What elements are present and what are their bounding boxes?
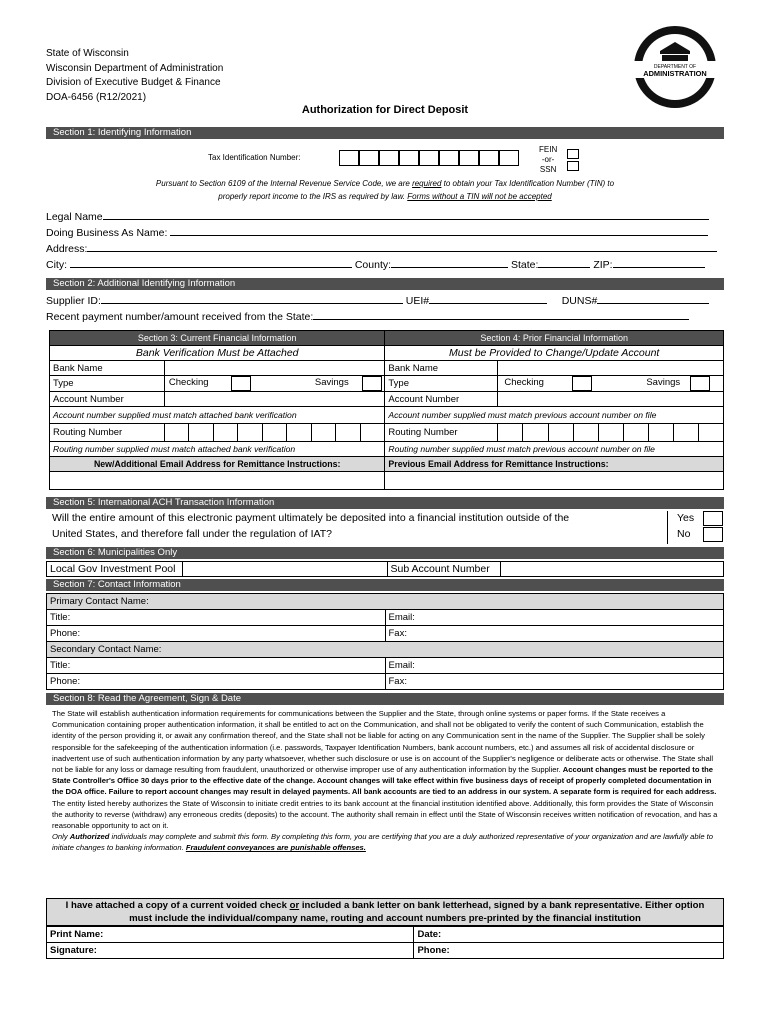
primary-fax-field[interactable]: [385, 626, 724, 642]
s4-email-field[interactable]: [385, 472, 724, 490]
iat-question-line-1: Will the entire amount of this electronic payment ultimately be deposited into a financial institution outside of the: [52, 512, 570, 524]
address-field[interactable]: [87, 242, 717, 252]
secondary-phone-label: Phone:: [50, 676, 81, 687]
s3-account-note: Account number supplied must match attached bank verification: [50, 407, 385, 424]
contact-table: [46, 593, 724, 690]
legal-name-field[interactable]: [103, 210, 709, 220]
lgip-label: Local Gov Investment Pool: [47, 562, 183, 577]
primary-fax-label: Fax:: [388, 628, 407, 639]
s4-routing-label: Routing Number: [385, 424, 498, 442]
secondary-title-field[interactable]: [47, 658, 386, 674]
account-change-notice: Account changes must be reported to the State Controller's Office 30 days prior to the effective date of the change. Account changes will take effect within five business days of receipt of properly completed documentation in the DOA office. Failure to report account changes may result in delayed payments. All bank accounts are tied to an address in our system. A separate form is required for each address.: [52, 765, 717, 797]
recent-payment-field[interactable]: [313, 310, 689, 320]
sub-account-field[interactable]: [501, 562, 724, 577]
signer-phone-label: Phone:: [417, 945, 450, 956]
certification-text: Only Authorized individuals may complete and submit this form. By completing this form, you are certifying that you are a duly authorized representative of your organization and are lawfully able to initiate changes to banking information. Fraudulent conveyances are punishable offenses.: [52, 832, 713, 853]
form-title: Authorization for Direct Deposit: [301, 104, 469, 116]
city-label: City:: [46, 259, 67, 271]
secondary-fax-field[interactable]: [385, 674, 724, 690]
s3-savings-label: Savings: [314, 377, 349, 388]
ssn-label: SSN: [539, 165, 557, 174]
s3-checking-label: Checking: [168, 377, 209, 388]
signature-table: [46, 926, 724, 959]
s4-bank-name-field[interactable]: [498, 361, 724, 376]
s4-routing-field[interactable]: [498, 424, 724, 442]
tin-notice-line-2: properly report income to the IRS as required by law. Forms without a TIN will not be accepted: [218, 192, 552, 201]
section-2-bar: Section 2: Additional Identifying Information: [46, 278, 724, 290]
supplier-id-label: Supplier ID:: [46, 295, 101, 307]
city-field[interactable]: [70, 258, 352, 268]
section-6-bar: Section 6: Municipalities Only: [46, 547, 724, 559]
doa-seal-logo: [632, 24, 718, 110]
or-label: -or-: [541, 155, 555, 164]
uei-field[interactable]: [429, 294, 547, 304]
tin-digit-box[interactable]: [459, 150, 479, 166]
state-field[interactable]: [538, 258, 590, 268]
logo-text-top: DEPARTMENT OF: [653, 64, 697, 70]
secondary-phone-field[interactable]: [47, 674, 386, 690]
recent-payment-label: Recent payment number/amount received from the State:: [46, 311, 314, 323]
header-line-2: Wisconsin Department of Administration: [46, 62, 224, 74]
signature-label: Signature:: [50, 945, 97, 956]
signature-field[interactable]: [47, 943, 414, 959]
attestation-line-2: must include the individual/company name, routing and account numbers pre-printed by the financial institution: [129, 913, 641, 924]
section-5-bar: Section 5: International ACH Transaction Information: [46, 497, 724, 509]
address-label: Address:: [46, 243, 88, 255]
s4-subheading: Must be Provided to Change/Update Account: [385, 346, 724, 361]
tin-notice-line-1: Pursuant to Section 6109 of the Internal Revenue Service Code, we are required to obtain your Tax Identification Number (TIN) to: [155, 179, 615, 188]
zip-label: ZIP:: [593, 259, 613, 271]
header-line-3: Division of Executive Budget & Finance: [46, 77, 221, 88]
agreement-text: [52, 708, 720, 854]
no-label: No: [677, 528, 691, 540]
supplier-id-field[interactable]: [101, 294, 403, 304]
print-name-field[interactable]: [47, 927, 414, 943]
s4-checking-label: Checking: [504, 377, 544, 388]
county-field[interactable]: [391, 258, 508, 268]
date-label: Date:: [417, 929, 442, 940]
duns-field[interactable]: [597, 294, 709, 304]
ssn-checkbox[interactable]: [567, 161, 579, 171]
zip-field[interactable]: [613, 258, 705, 268]
s4-bank-name-label: Bank Name: [385, 361, 498, 376]
s3-routing-label: Routing Number: [50, 424, 165, 442]
tin-digit-box[interactable]: [499, 150, 519, 166]
tin-digit-box[interactable]: [419, 150, 439, 166]
iat-question-line-2: United States, and therefore fall under the regulation of IAT?: [52, 528, 332, 540]
s4-savings-checkbox[interactable]: [690, 376, 710, 391]
agreement-paragraph: The State will establish authentication information requirements for communications between the Supplier and the State, through online systems or paper forms. If the State receives a Communication containing proper authentication information, it shall be entitled to act on the Communication, and shall not be obligated to verify the content of such Communication, establish the identity of the person providing it, or await any confirmation thereof, and the State shall not be liable for acting on any Communication sent in the name of the Supplier. The Supplier shall be solely responsible for the safekeeping of the authentication information (i.e. passwords, Taxpayer Identification Numbers, bank account numbers, etc.) and assumes all risk of accidental disclosure or inadvertent use of such authentication information by any party whatsoever, whether such disclosure or use is on account of the Supplier's negligence or deliberate acts or otherwise. The State shall not be liable for any loss or damage resulting from fraudulent, unauthorized or otherwise improper use of any authentication information by the Supplier.: [52, 709, 714, 775]
s3-email-field[interactable]: [50, 472, 385, 490]
s3-account-field[interactable]: [164, 392, 385, 407]
primary-phone-field[interactable]: [47, 626, 386, 642]
fein-label: FEIN: [539, 145, 558, 154]
attestation-box: [46, 898, 724, 926]
yes-label: Yes: [677, 512, 695, 524]
section-3-bar: Section 3: Current Financial Information: [50, 331, 385, 346]
primary-phone-label: Phone:: [50, 628, 81, 639]
s4-checking-checkbox[interactable]: [572, 376, 592, 391]
tin-digit-box[interactable]: [339, 150, 359, 166]
tin-digit-box[interactable]: [479, 150, 499, 166]
print-name-label: Print Name:: [50, 929, 104, 940]
secondary-email-field[interactable]: [385, 658, 724, 674]
county-label: County:: [354, 259, 392, 271]
s4-account-field[interactable]: [498, 392, 724, 407]
logo-text-main: ADMINISTRATION: [643, 69, 707, 78]
tin-digit-box[interactable]: [399, 150, 419, 166]
primary-title-label: Title:: [50, 612, 71, 623]
secondary-title-label: Title:: [50, 660, 71, 671]
tin-digit-box[interactable]: [379, 150, 399, 166]
dba-label: Doing Business As Name:: [46, 227, 168, 239]
agency-header: [46, 47, 223, 105]
s3-subheading: Bank Verification Must be Attached: [50, 346, 385, 361]
header-line-1: State of Wisconsin: [46, 48, 129, 59]
secondary-fax-label: Fax:: [388, 676, 407, 687]
tin-digit-box[interactable]: [359, 150, 379, 166]
primary-contact-label: Primary Contact Name:: [47, 594, 724, 610]
s4-account-note: Account number supplied must match previous account number on file: [385, 407, 724, 424]
duns-label: DUNS#: [561, 295, 598, 307]
uei-label: UEI#: [405, 295, 430, 307]
legal-name-label: Legal Name: [46, 211, 103, 223]
date-field[interactable]: [414, 927, 724, 943]
secondary-contact-label: Secondary Contact Name:: [47, 642, 724, 658]
s3-checking-checkbox[interactable]: [231, 376, 251, 391]
section-8-bar: Section 8: Read the Agreement, Sign & Date: [46, 693, 724, 705]
s4-account-label: Account Number: [385, 392, 498, 407]
tin-label: Tax Identification Number:: [208, 153, 301, 162]
municipalities-table: [46, 561, 724, 577]
s3-routing-note: Routing number supplied must match attached bank verification: [50, 442, 385, 457]
s4-routing-note: Routing number supplied must match previous account number on file: [385, 442, 724, 457]
iat-no-checkbox[interactable]: [703, 527, 723, 542]
s3-email-label: New/Additional Email Address for Remittance Instructions:: [50, 457, 385, 472]
secondary-email-label: Email:: [388, 660, 415, 671]
s3-type-label: Type: [50, 376, 165, 392]
authorization-paragraph: The entity listed hereby authorizes the State of Wisconsin to initiate credit entries to its bank account at the financial institution identified above. Additionally, this form provides the State of Wisconsin the authority to reverse (withdraw) any erroneous credits (deposits) to the account. The authority shall remain in effect until the State of Wisconsin receives written notification of revocation, and has a reasonable opportunity to act on it.: [52, 798, 718, 831]
s3-bank-name-field[interactable]: [164, 361, 385, 376]
lgip-field[interactable]: [182, 562, 387, 577]
primary-email-field[interactable]: [385, 610, 724, 626]
s3-bank-name-label: Bank Name: [50, 361, 165, 376]
section-4-bar: Section 4: Prior Financial Information: [385, 331, 724, 346]
iat-yes-checkbox[interactable]: [703, 511, 723, 526]
s3-routing-field[interactable]: [164, 424, 385, 442]
s4-email-label: Previous Email Address for Remittance Instructions:: [385, 457, 724, 472]
attestation-line-1: I have attached a copy of a current voided check or included a bank letter on bank letterhead, signed by a bank representative. Either option: [65, 900, 705, 911]
financial-info-table: [49, 330, 724, 490]
section-7-bar: Section 7: Contact Information: [46, 579, 724, 591]
primary-title-field[interactable]: [47, 610, 386, 626]
section-1-bar: Section 1: Identifying Information: [46, 127, 724, 139]
state-label: State:: [510, 259, 539, 271]
dba-field[interactable]: [170, 226, 708, 236]
s3-account-label: Account Number: [50, 392, 165, 407]
tin-digit-box[interactable]: [439, 150, 459, 166]
s4-savings-label: Savings: [646, 377, 681, 388]
form-number: DOA-6456 (R12/2021): [46, 91, 147, 103]
s4-type-label: Type: [385, 376, 498, 392]
s3-savings-checkbox[interactable]: [362, 376, 382, 391]
fein-checkbox[interactable]: [567, 149, 579, 159]
signer-phone-field[interactable]: [414, 943, 724, 959]
primary-email-label: Email:: [388, 612, 415, 623]
sub-account-label: Sub Account Number: [387, 562, 501, 577]
